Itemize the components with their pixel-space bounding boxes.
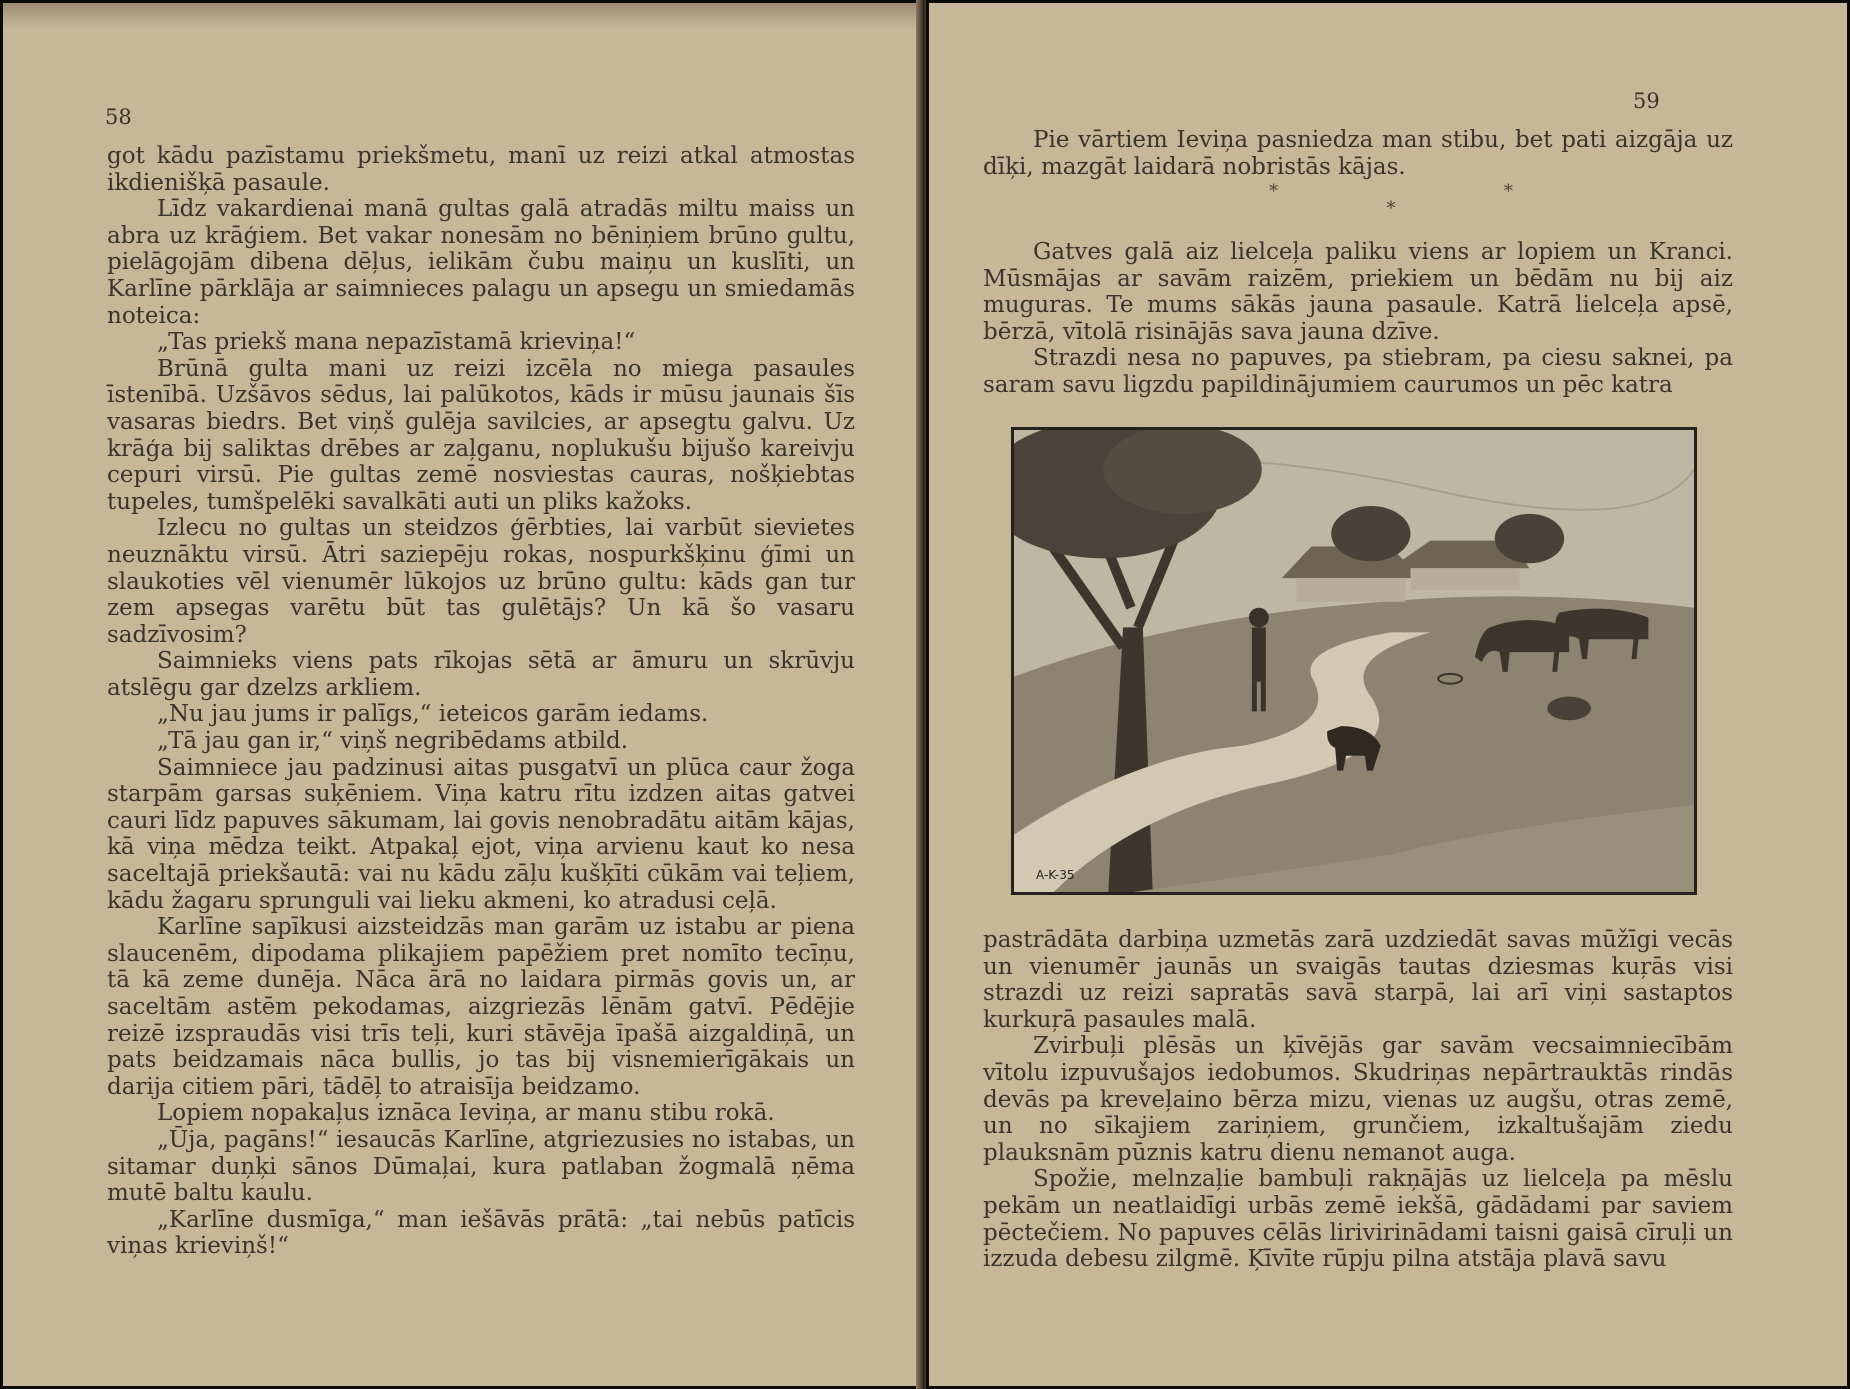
paragraph: got kādu pazīstamu priekšmetu, manī uz reizi atkal atmostas ikdienišķā pasaule. [107,143,855,196]
landscape-illustration [1011,427,1697,895]
left-page-text [107,143,855,1260]
landscape-drawing [1014,430,1694,892]
paragraph: pastrādāta darbiņa uzmetās zarā uzdziedāt savas mūžīgi vecās un vienumēr jaunās un svaigās tautas dziesmas kuŗās visi strazdi uz reizi sapratās savā starpā, lai arī viņi sastaptos kurkuŗā pasaules malā. [983,927,1733,1033]
paragraph: „Nu jau jums ir palīgs,“ ieteicos garām iedams. [157,701,709,728]
paragraph: Karlīne sapīkusi aizsteidzās man garām uz istabu ar piena slaucenēm, dipodama plikajiem papēžiem pret nomīto tecīņu, tā kā zeme dunēja. Nāca ārā no laidara pirmās govis un, ar saceltām astēm pekodamas, aizgriezās lēnām gatvī. Pēdējie reizē izspraudās visi trīs teļi, kuri stāvēja īpašā aizgaldiņā, un pats beidzamais nāca bullis, jo tas bij visnemierīgākais un dariја citiem pāri, tādēļ to atraisīja beidzamo. [107,914,855,1100]
paragraph: Pie vārtiem Ieviņa pasniedza man stibu, bet pati aizgāja uz dīķi, mazgāt laidarā nobristās kājas. [983,127,1733,180]
paragraph: „Ūja, pagāns!“ iesaucās Karlīne, atgriezusies no istabas, un sitamar duņķi sānos Dūmaļai, kura patlaban žogmalā ņēma mutē baltu kaulu. [107,1126,855,1207]
left-page [0,0,922,1389]
illustration-signature: A-K-35 [1036,868,1075,882]
right-page-top-text [983,127,1733,180]
paragraph: Strazdi nesa no papuves, pa stiebram, pa ciesu saknei, pa saram savu ligzdu papildinājumiem caurumos un pēc katra [983,345,1733,398]
right-page-mid-text [983,239,1733,399]
paragraph: Zvirbuļi plēsās un ķīvējās gar savām vecsaimniecībām vītolu izpuvušajos iedobumos. Skudriņas nepārtrauktās rindās devās pa kreveļaino bērza mizu, vienas uz augšu, otras zemē, un no sīkajiem zariņiem, grunčiem, izkaltušajām ziedu plauksnām pūznis katru dienu nemanot auga. [983,1033,1733,1166]
separator-star-bottom: * [1386,198,1396,219]
page-number-right: 59 [1633,89,1660,113]
paragraph: Saimniece jau padzinusi aitas pusgatvī un plūca caur žoga starpām garsas suķēniem. Viņa katru rītu izdzen aitas gatvei cauri līdz papuves sākumam, lai govis nenobradātu aitām kājas, kā viņa mēdza teikt. Atpakaļ ejot, viņa arvienu kaut ko nesa saceltajā priekšautā: vai nu kādu zāļu kušķīti cūkām vai teļiem, kādu žagaru sprunguli vai lieku akmeni, ko atradusi ceļā. [107,754,855,914]
separator-stars-top: * * [1269,181,1623,202]
paragraph: Saimnieks viens pats rīkojas sētā ar āmuru un skrūvju atslēgu gar dzelzs arkliem. [107,648,855,701]
paragraph: Gatves galā aiz lielceļa paliku viens ar lopiem un Kranci. Mūsmājas ar savām raizēm, priekiem un bēdām nu bij aiz muguras. Te mums sākās jauna pasaule. Katrā lielceļa apsē, bērzā, vītolā risinājās sava jauna dzīve. [983,239,1733,345]
right-page-bottom-text [983,927,1733,1273]
paragraph: „Karlīne dusmīga,“ man iešāvās prātā: „tai nebūs patīcis viņas krieviņš!“ [107,1206,855,1260]
page-number-left: 58 [105,105,132,129]
paragraph: Lopiem nopakaļus iznāca Ieviņa, ar manu stibu rokā. [157,1100,775,1127]
section-separator [929,181,1850,219]
paragraph: „Tas priekš mana nepazīstamā krieviņa!“ [157,329,636,356]
right-page [926,0,1850,1389]
paragraph: Līdz vakardienai manā gultas galā atradās miltu maiss un abra uz krāģiem. Bet vakar nonesām no bēniņiem brūno gultu, pielāgojām dibena dēļus, ielikām čubu maiņu un kuslīti, un Karlīne pārklāja ar saimnieces palagu un apsegu un smiedamās noteica: [107,196,855,329]
paragraph: Brūnā gulta mani uz reizi izcēla no miega pasaules īstenībā. Uzšāvos sēdus, lai palūkotos, kāds ir mūsu jaunais šīs vasaras biedrs. Bet viņš gulēja savilcies, ar apsegtu galvu. Uz krāģa bij saliktas drēbes ar zaļganu, noplukušu bijušo kareivju cepuri virsū. Pie gultas zemē nosviestas cauras, nošķiebtas tupeles, tumšpelēki savalkāti auti un pliks kažoks. [107,355,855,515]
paragraph: „Tā jau gan ir,“ viņš negribēdams atbild. [157,728,629,755]
paragraph: Spožie, melnzaļie bambuļi rakņājās uz lielceļa pa mēslu pekām un neatlaidīgi urbās zemē iekšā, gādādami par saviem pēctečiem. No papuves cēlās lirivirinādami taisni gaisā cīruļi un izzuda debesu zilgmē. Ķīvīte rūpju pilna atstāja plavā savu [983,1166,1733,1273]
paragraph: Izlecu no gultas un steidzos ģērbties, lai varbūt sievietes neuznāktu virsū. Ātri saziepēju rokas, nospurkšķinu ģīmi un slaukoties vēl vienumēr lūkojos uz brūno gultu: kāds gan tur zem apsegas varētu būt tas gulētājs? Un kā šo vasaru sadzīvosim? [107,515,855,648]
